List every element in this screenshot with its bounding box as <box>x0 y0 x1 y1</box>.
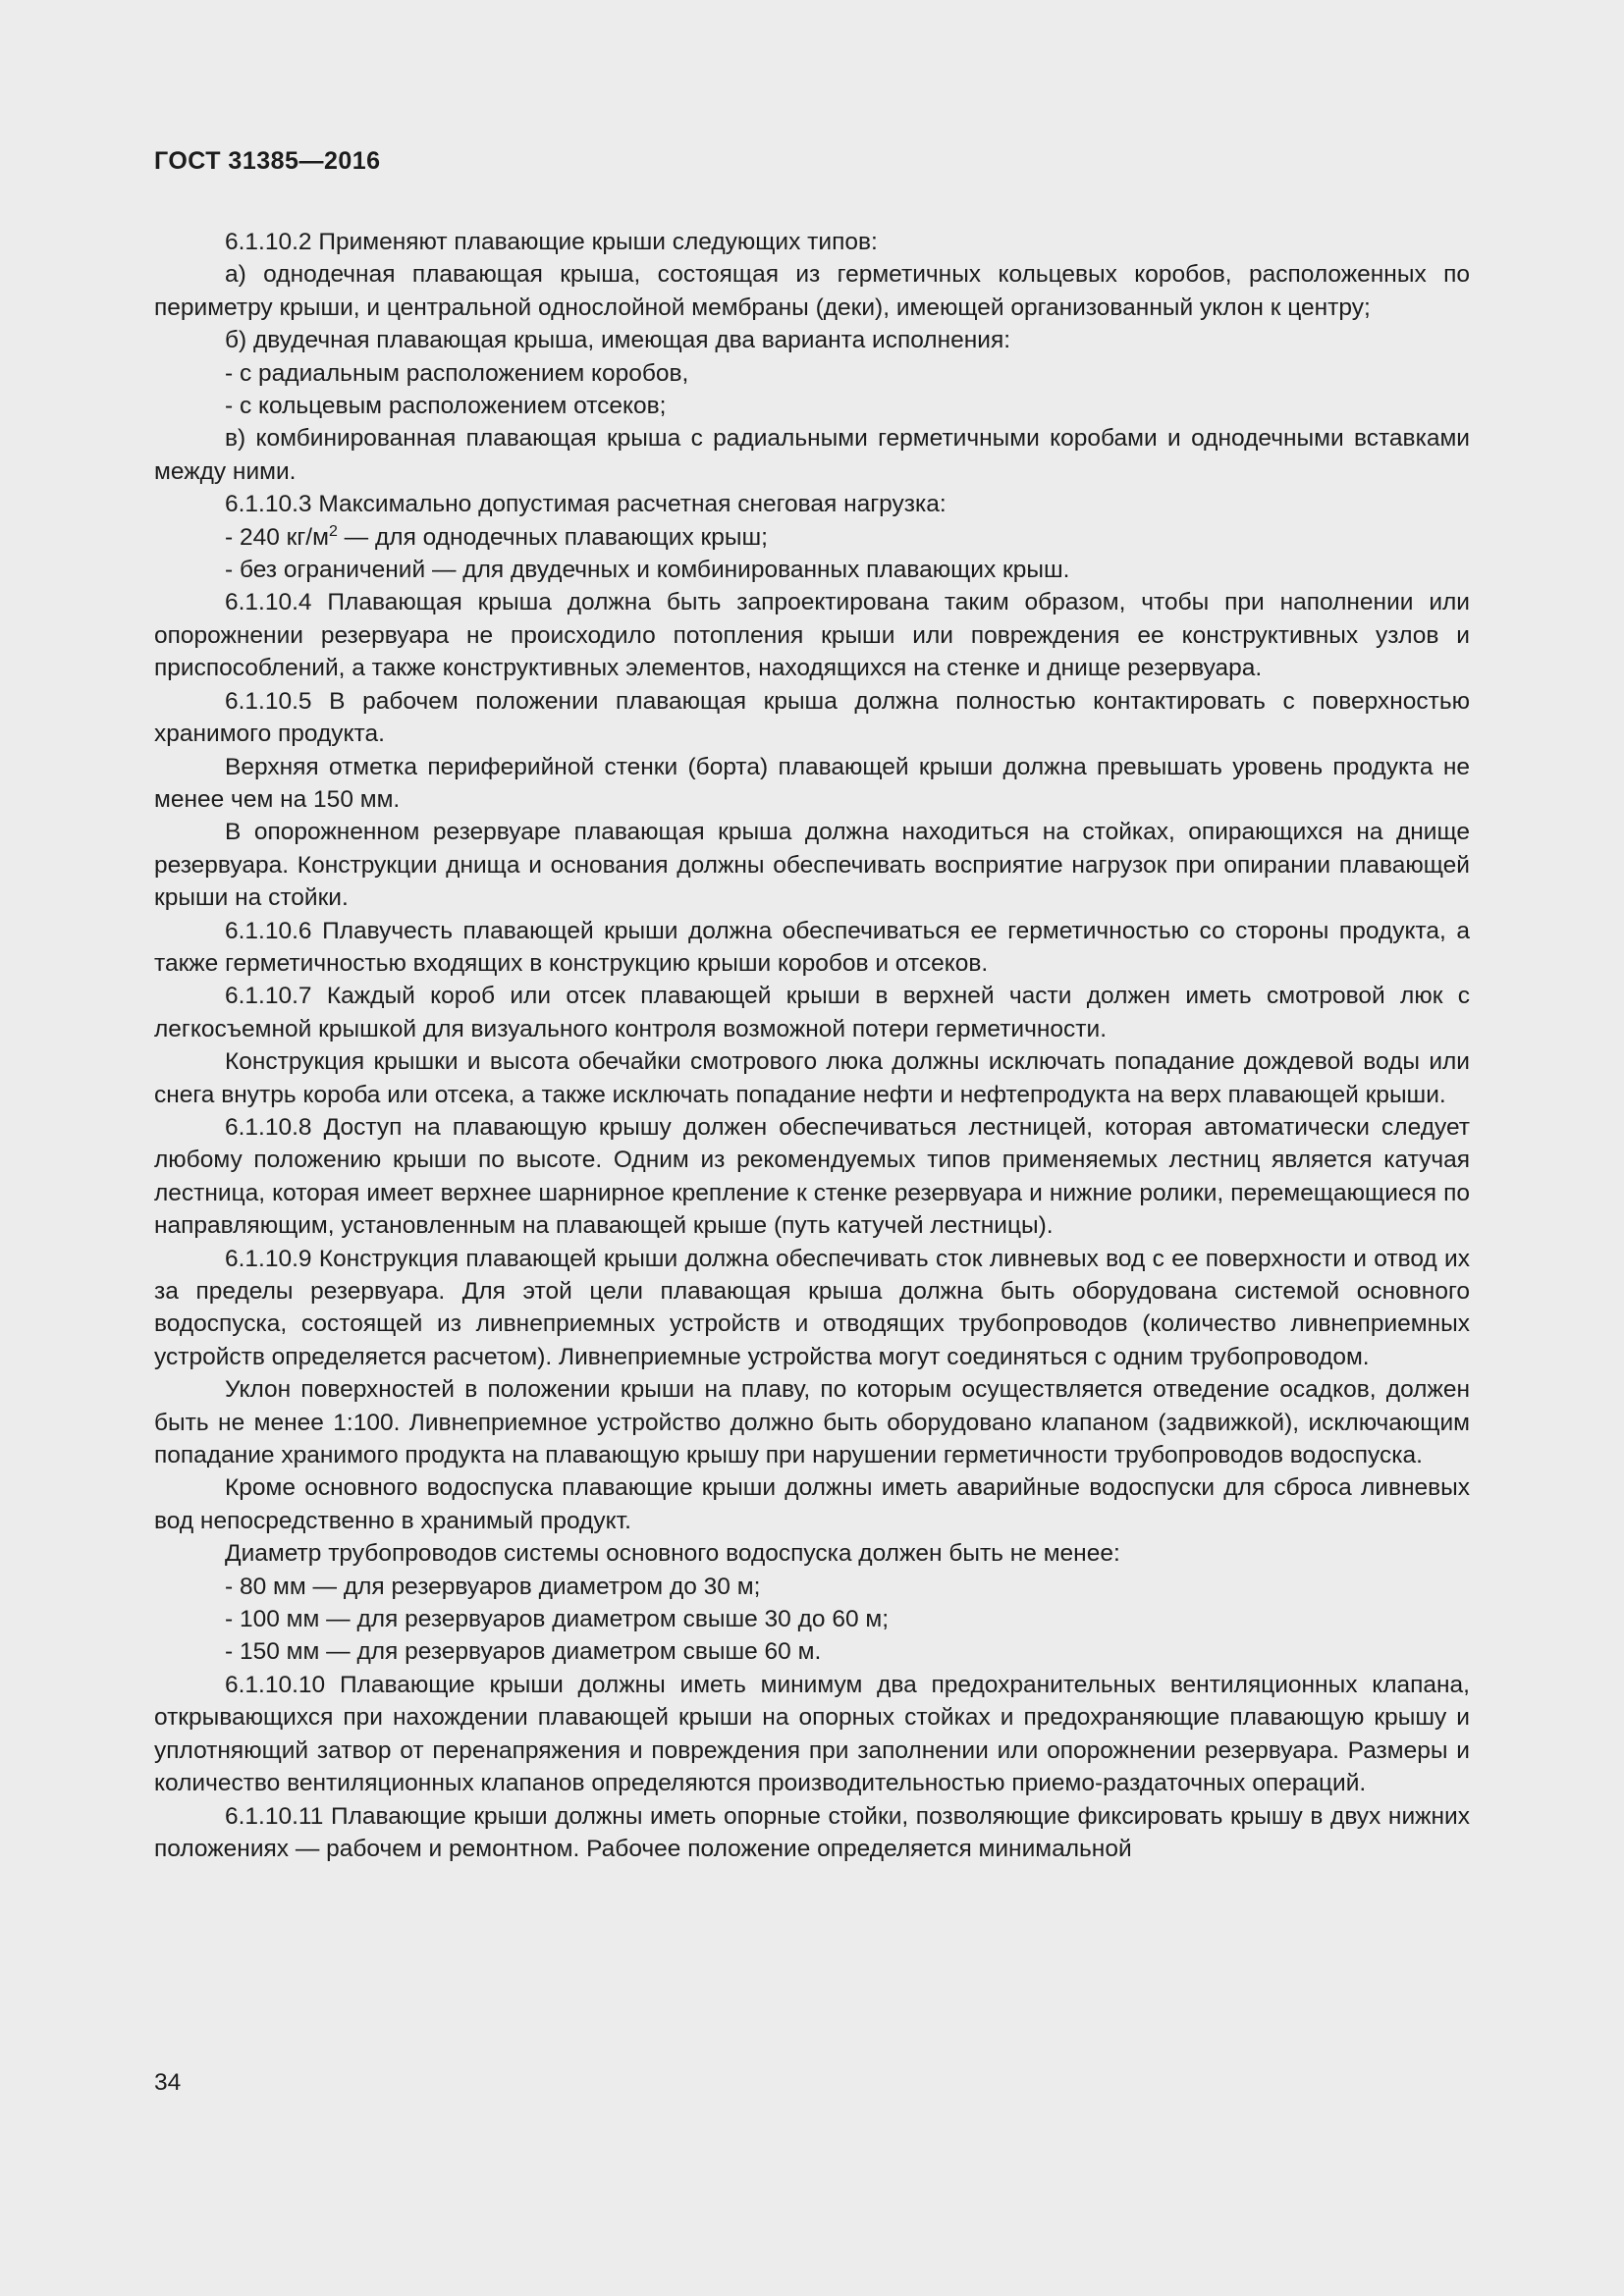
paragraph: 6.1.10.3 Максимально допустимая расчетная снеговая нагрузка: <box>225 491 947 518</box>
paragraph: в) комбинированная плавающая крыша с радиальными герметичными коробами и однодечными вставками между ними. <box>154 425 1470 485</box>
list-item: - 150 мм — для резервуаров диаметром свыше 60 м. <box>225 1638 822 1666</box>
list-item: - 100 мм — для резервуаров диаметром свыше 30 до 60 м; <box>225 1606 890 1633</box>
paragraph: Диаметр трубопроводов системы основного водоспуска должен быть не менее: <box>225 1540 1120 1568</box>
paragraph: 6.1.10.4 Плавающая крыша должна быть запроектирована таким образом, чтобы при наполнении или опорожнении резервуара не происходило потопления крыши или повреждения ее конструктивных узлов и приспособлений, а также конструктивных элементов, находящихся на стенке и днище резервуара. <box>154 589 1470 682</box>
paragraph: 6.1.10.2 Применяют плавающие крыши следующих типов: <box>225 229 878 255</box>
paragraph: Верхняя отметка периферийной стенки (борта) плавающей крыши должна превышать уровень продукта не менее чем на 150 мм. <box>154 753 1470 813</box>
page-number: 34 <box>154 2069 182 2096</box>
paragraph: 6.1.10.5 В рабочем положении плавающая крыша должна полностью контактировать с поверхностью хранимого продукта. <box>154 687 1470 748</box>
list-item: - с кольцевым расположением отсеков; <box>225 393 667 420</box>
paragraph: Конструкция крышки и высота обечайки смотрового люка должны исключать попадание дождевой воды или снега внутрь короба или отсека, а также исключать попадание нефти и нефтепродукта на верх плавающей крыши. <box>154 1048 1470 1108</box>
paragraph: В опорожненном резервуаре плавающая крыша должна находиться на стойках, опирающихся на днище резервуара. Конструкции днища и основания должны обеспечивать восприятие нагрузок при опирании плавающей крыши на стойки. <box>154 819 1470 912</box>
paragraph: Кроме основного водоспуска плавающие крыши должны иметь аварийные водоспуски для сброса ливневых вод непосредственно в хранимый продукт. <box>154 1474 1470 1534</box>
paragraph: 6.1.10.11 Плавающие крыши должны иметь опорные стойки, позволяющие фиксировать крышу в двух нижних положениях — рабочем и ремонтном. Рабочее положение определяется минимальной <box>154 1802 1470 1862</box>
list-item: - с радиальным расположением коробов, <box>225 359 689 387</box>
document-header: ГОСТ 31385—2016 <box>154 147 381 175</box>
paragraph: 6.1.10.6 Плавучесть плавающей крыши должна обеспечиваться ее герметичностью со стороны продукта, а также герметичностью входящих в конструкцию крыши коробов и отсеков. <box>154 917 1470 977</box>
paragraph: 6.1.10.10 Плавающие крыши должны иметь минимум два предохранительных вентиляционных клапана, открывающихся при нахождении плавающей крыши на опорных стойках и предохраняющие плавающую крышу и уплотняющий затвор от перенапряжения и повреждения при заполнении или опорожнении резервуара. Размеры и количество вентиляционных клапанов определяются производительностью приемо-раздаточных операций. <box>154 1671 1470 1797</box>
list-item: - 240 $кг/м^2$ — для однодечных плавающих крыш; <box>225 522 768 551</box>
paragraph: 6.1.10.7 Каждый короб или отсек плавающей крыши в верхней части должен иметь смотровой люк с легкосъемной крышкой для визуального контроля возможной потери герметичности. <box>154 983 1470 1042</box>
document-body <box>154 226 1470 1865</box>
list-item: - 80 мм — для резервуаров диаметром до 30 м; <box>225 1573 761 1600</box>
paragraph: 6.1.10.9 Конструкция плавающей крыши должна обеспечивать сток ливневых вод с ее поверхности и отвод их за пределы резервуара. Для этой цели плавающая крыша должна быть оборудована системой основного водоспуска, состоящей из ливнеприемных устройств и отводящих трубопроводов (количество ливнеприемных устройств определяется расчетом). Ливнеприемные устройства могут соединяться с одним трубопроводом. <box>154 1245 1470 1370</box>
list-item: - без ограничений — для двудечных и комбинированных плавающих крыш. <box>225 557 1070 584</box>
paragraph: Уклон поверхностей в положении крыши на плаву, по которым осуществляется отведение осадков, должен быть не менее 1:100. Ливнеприемное устройство должно быть оборудовано клапаном (задвижкой), исключающим попадание хранимого продукта на плавающую крышу при нарушении герметичности трубопроводов водоспуска. <box>154 1376 1470 1469</box>
paragraph: б) двудечная плавающая крыша, имеющая два варианта исполнения: <box>225 327 1011 354</box>
paragraph: а) однодечная плавающая крыша, состоящая из герметичных кольцевых коробов, расположенных по периметру крыши, и центральной однослойной мембраны (деки), имеющей организованный уклон к центру; <box>154 261 1470 321</box>
paragraph: 6.1.10.8 Доступ на плавающую крышу должен обеспечиваться лестницей, которая автоматически следует любому положению крыши по высоте. Одним из рекомендуемых типов применяемых лестниц является катучая лестница, которая имеет верхнее шарнирное крепление к стенке резервуара и нижние ролики, перемещающиеся по направляющим, установленным на плавающей крыше (путь катучей лестницы). <box>154 1113 1470 1240</box>
